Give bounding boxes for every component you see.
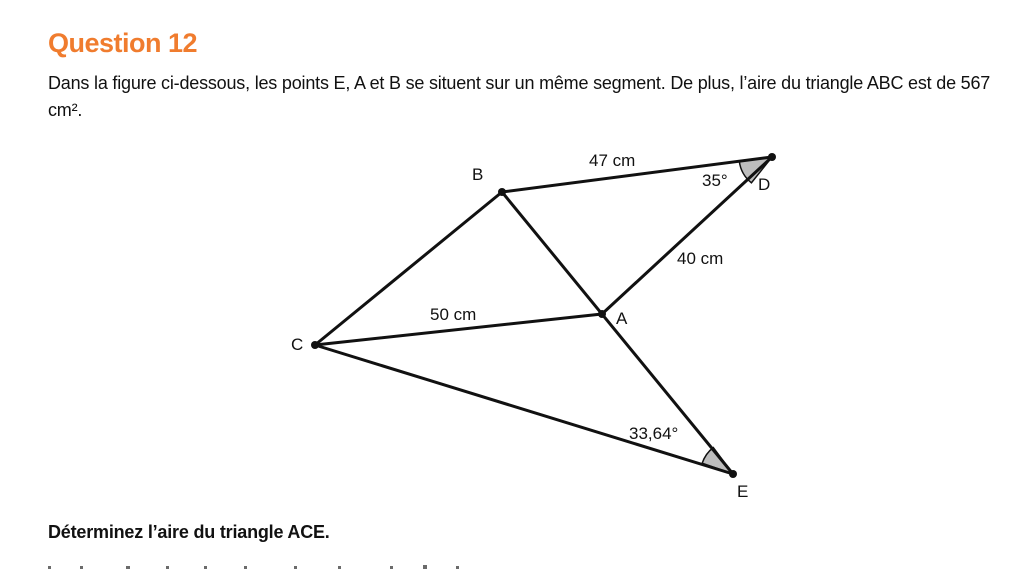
point-d-dot (768, 153, 776, 161)
label-point-a: A (616, 309, 628, 328)
question-title: Question 12 (48, 28, 198, 58)
label-angle-d: 35° (702, 171, 728, 190)
point-b-dot (498, 188, 506, 196)
segment-bd (502, 157, 772, 192)
cropped-text-line (48, 564, 468, 570)
point-a-dot (598, 310, 606, 318)
label-point-b: B (472, 165, 484, 184)
point-e-dot (729, 470, 737, 478)
label-point-c: C (291, 335, 304, 354)
question-prompt: Déterminez l’aire du triangle ACE. (48, 522, 330, 542)
segment-ad (602, 157, 772, 314)
point-c-dot (311, 341, 319, 349)
problem-statement: Dans la figure ci-dessous, les points E, A et B se situent sur un même segment. De plus, l’aire du triangle ABC est de 567 cm². (48, 73, 991, 120)
segment-be (502, 192, 733, 474)
label-point-d: D (758, 175, 771, 194)
segment-ce (315, 345, 733, 474)
label-angle-e: 33,64° (629, 424, 679, 443)
label-point-e: E (737, 482, 749, 501)
label-length-ac: 50 cm (430, 305, 477, 324)
label-length-ad: 40 cm (677, 249, 724, 268)
label-length-bd: 47 cm (589, 151, 636, 170)
